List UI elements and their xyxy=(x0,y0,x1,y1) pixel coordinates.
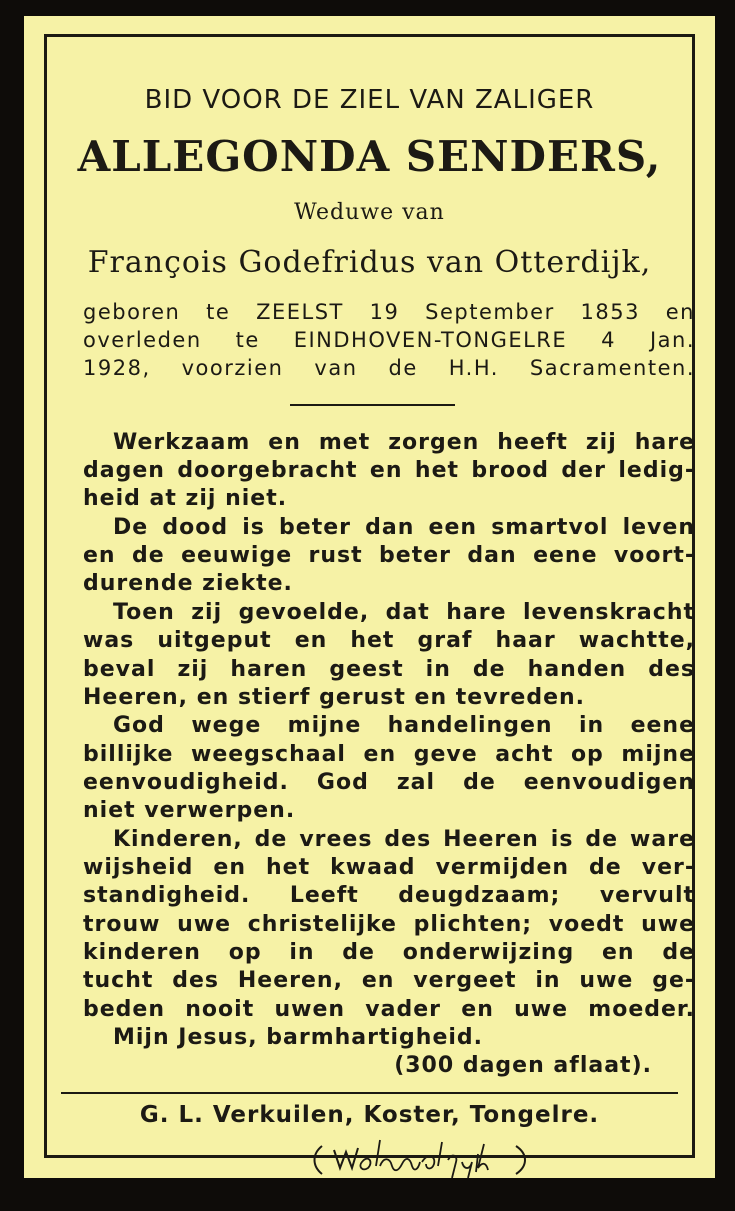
deceased-name: ALLEGONDA SENDERS, xyxy=(77,132,662,181)
prayer-heading: BID VOOR DE ZIEL VAN ZALIGER xyxy=(144,85,595,115)
body-line: beval zij haren geest in de handen des xyxy=(83,657,695,682)
body-line: en de eeuwige rust beter dan eene voort- xyxy=(83,543,695,568)
body-line: was uitgeput en het graf haar wachtte, xyxy=(83,628,695,653)
body-line: billijke weegschaal en geve acht op mijne xyxy=(83,742,695,767)
husband-name: François Godefridus van Otterdijk, xyxy=(87,245,652,280)
bio-line: geboren te ZEELST 19 September 1853 en xyxy=(83,300,695,324)
bio-line: 1928, voorzien van de H.H. Sacramenten. xyxy=(83,356,695,380)
bio-line: overleden te EINDHOVEN-TONGELRE 4 Jan. xyxy=(83,328,695,352)
widow-of-label: Weduwe van xyxy=(294,200,445,225)
body-line: De dood is beter dan een smartvol leven xyxy=(113,515,695,540)
body-line: wijsheid en het kwaad vermijden de ver- xyxy=(83,855,695,880)
body-line: beden nooit uwen vader en uwe moeder. xyxy=(83,997,695,1022)
indulgence-note: (300 dagen aflaat). xyxy=(394,1053,652,1078)
handwritten-signature xyxy=(302,1132,542,1182)
card-border xyxy=(44,34,695,1158)
body-line: trouw uwe christelijke plichten; voedt uwe xyxy=(83,912,695,937)
divider-long xyxy=(61,1092,678,1094)
body-line: kinderen op in de onderwijzing en de xyxy=(83,940,695,965)
body-line: heid at zij niet. xyxy=(83,486,288,511)
memorial-card xyxy=(24,16,715,1178)
body-line: niet verwerpen. xyxy=(83,798,296,823)
body-line: standigheid. Leeft deugdzaam; vervult xyxy=(83,883,695,908)
body-line: durende ziekte. xyxy=(83,571,293,596)
printer-line: G. L. Verkuilen, Koster, Tongelre. xyxy=(139,1102,600,1128)
body-line: Heeren, en stierf gerust en tevreden. xyxy=(83,685,586,710)
body-line: Kinderen, de vrees des Heeren is de ware xyxy=(113,827,695,852)
body-line: Toen zij gevoelde, dat hare levenskracht xyxy=(113,600,695,625)
body-line: Werkzaam en met zorgen heeft zij hare xyxy=(113,430,695,455)
body-line: tucht des Heeren, en vergeet in uwe ge- xyxy=(83,968,695,993)
body-line: God wege mijne handelingen in eene xyxy=(113,713,695,738)
closing-prayer: Mijn Jesus, barmhartigheid. xyxy=(113,1025,484,1050)
body-line: dagen doorgebracht en het brood der ledig- xyxy=(83,458,695,483)
body-line: eenvoudigheid. God zal de eenvoudigen xyxy=(83,770,695,795)
divider-short xyxy=(290,404,455,406)
